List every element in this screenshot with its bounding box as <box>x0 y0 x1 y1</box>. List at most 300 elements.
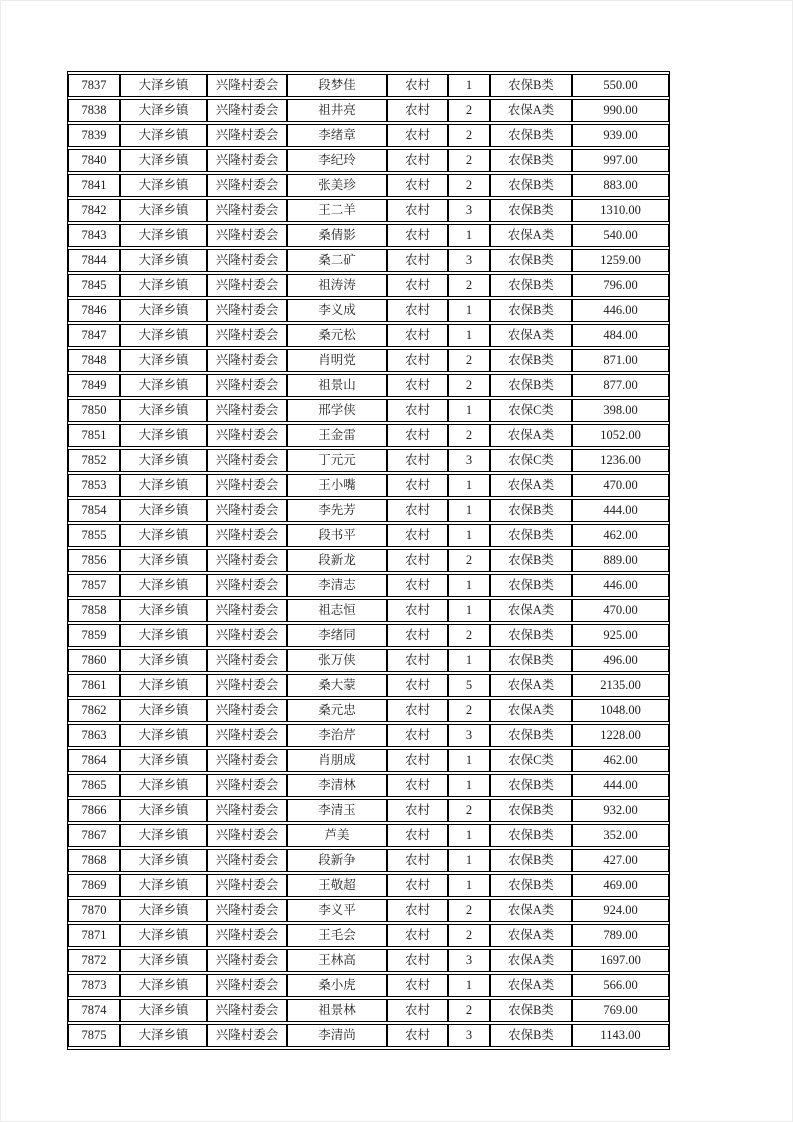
cell-person-name: 李绪章 <box>287 124 387 147</box>
cell-insurance-class: 农保B类 <box>490 174 572 197</box>
cell-township: 大泽乡镇 <box>120 449 207 472</box>
cell-amount: 462.00 <box>572 524 669 547</box>
cell-amount: 1697.00 <box>572 949 669 972</box>
table-row <box>68 899 669 922</box>
cell-township: 大泽乡镇 <box>120 999 207 1022</box>
cell-village-committee: 兴隆村委会 <box>207 449 287 472</box>
cell-township: 大泽乡镇 <box>120 849 207 872</box>
table-row <box>68 1024 669 1047</box>
cell-insurance-class: 农保A类 <box>490 899 572 922</box>
cell-person-count: 1 <box>448 774 490 797</box>
cell-township: 大泽乡镇 <box>120 799 207 822</box>
cell-person-name: 肖朋成 <box>287 749 387 772</box>
cell-township: 大泽乡镇 <box>120 74 207 97</box>
cell-record-id: 7851 <box>68 424 120 447</box>
table-row <box>68 149 669 172</box>
cell-township: 大泽乡镇 <box>120 824 207 847</box>
table-row <box>68 224 669 247</box>
cell-record-id: 7864 <box>68 749 120 772</box>
cell-insurance-class: 农保B类 <box>490 824 572 847</box>
cell-amount: 1048.00 <box>572 699 669 722</box>
cell-township: 大泽乡镇 <box>120 549 207 572</box>
table-row <box>68 199 669 222</box>
cell-insurance-class: 农保A类 <box>490 674 572 697</box>
cell-person-name: 李清志 <box>287 574 387 597</box>
cell-insurance-class: 农保A类 <box>490 599 572 622</box>
cell-person-name: 王林高 <box>287 949 387 972</box>
cell-village-committee: 兴隆村委会 <box>207 949 287 972</box>
cell-person-name: 桑二矿 <box>287 249 387 272</box>
cell-village-committee: 兴隆村委会 <box>207 524 287 547</box>
cell-record-id: 7845 <box>68 274 120 297</box>
cell-insurance-class: 农保A类 <box>490 974 572 997</box>
cell-record-id: 7854 <box>68 499 120 522</box>
cell-amount: 550.00 <box>572 74 669 97</box>
cell-person-name: 段新龙 <box>287 549 387 572</box>
cell-person-count: 2 <box>448 699 490 722</box>
cell-person-name: 桑元松 <box>287 324 387 347</box>
cell-village-committee: 兴隆村委会 <box>207 299 287 322</box>
table-row <box>68 324 669 347</box>
cell-person-name: 祖井亮 <box>287 99 387 122</box>
cell-person-count: 1 <box>448 824 490 847</box>
cell-person-name: 王二羊 <box>287 199 387 222</box>
cell-household-type: 农村 <box>387 174 448 197</box>
cell-record-id: 7848 <box>68 349 120 372</box>
cell-household-type: 农村 <box>387 624 448 647</box>
cell-household-type: 农村 <box>387 149 448 172</box>
cell-person-count: 1 <box>448 524 490 547</box>
cell-township: 大泽乡镇 <box>120 899 207 922</box>
cell-person-name: 桑大蒙 <box>287 674 387 697</box>
cell-township: 大泽乡镇 <box>120 624 207 647</box>
cell-township: 大泽乡镇 <box>120 599 207 622</box>
cell-person-name: 张美珍 <box>287 174 387 197</box>
cell-amount: 889.00 <box>572 549 669 572</box>
cell-person-name: 肖明党 <box>287 349 387 372</box>
cell-village-committee: 兴隆村委会 <box>207 899 287 922</box>
cell-person-count: 1 <box>448 499 490 522</box>
cell-amount: 1259.00 <box>572 249 669 272</box>
cell-household-type: 农村 <box>387 549 448 572</box>
cell-township: 大泽乡镇 <box>120 124 207 147</box>
cell-person-name: 李清尚 <box>287 1024 387 1047</box>
cell-amount: 1143.00 <box>572 1024 669 1047</box>
cell-person-name: 王敬超 <box>287 874 387 897</box>
cell-person-count: 2 <box>448 124 490 147</box>
cell-person-name: 桑元忠 <box>287 699 387 722</box>
table-row <box>68 999 669 1022</box>
cell-township: 大泽乡镇 <box>120 199 207 222</box>
cell-record-id: 7840 <box>68 149 120 172</box>
cell-amount: 932.00 <box>572 799 669 822</box>
table-row <box>68 624 669 647</box>
table-row <box>68 74 669 97</box>
cell-township: 大泽乡镇 <box>120 399 207 422</box>
cell-insurance-class: 农保A类 <box>490 424 572 447</box>
cell-village-committee: 兴隆村委会 <box>207 724 287 747</box>
cell-insurance-class: 农保A类 <box>490 224 572 247</box>
table-row <box>68 649 669 672</box>
cell-record-id: 7846 <box>68 299 120 322</box>
table-row <box>68 124 669 147</box>
cell-household-type: 农村 <box>387 74 448 97</box>
cell-household-type: 农村 <box>387 974 448 997</box>
cell-person-name: 邢学侠 <box>287 399 387 422</box>
cell-village-committee: 兴隆村委会 <box>207 374 287 397</box>
table-row <box>68 524 669 547</box>
cell-record-id: 7841 <box>68 174 120 197</box>
cell-township: 大泽乡镇 <box>120 974 207 997</box>
cell-person-name: 李先芳 <box>287 499 387 522</box>
cell-record-id: 7857 <box>68 574 120 597</box>
cell-person-count: 1 <box>448 849 490 872</box>
cell-insurance-class: 农保B类 <box>490 199 572 222</box>
cell-township: 大泽乡镇 <box>120 99 207 122</box>
cell-household-type: 农村 <box>387 99 448 122</box>
table-row <box>68 399 669 422</box>
cell-person-name: 李清玉 <box>287 799 387 822</box>
cell-village-committee: 兴隆村委会 <box>207 399 287 422</box>
cell-record-id: 7847 <box>68 324 120 347</box>
cell-insurance-class: 农保B类 <box>490 124 572 147</box>
cell-insurance-class: 农保B类 <box>490 249 572 272</box>
cell-household-type: 农村 <box>387 274 448 297</box>
cell-household-type: 农村 <box>387 124 448 147</box>
cell-record-id: 7865 <box>68 774 120 797</box>
cell-household-type: 农村 <box>387 849 448 872</box>
table-row <box>68 274 669 297</box>
cell-insurance-class: 农保B类 <box>490 799 572 822</box>
table-row <box>68 249 669 272</box>
cell-township: 大泽乡镇 <box>120 524 207 547</box>
cell-amount: 769.00 <box>572 999 669 1022</box>
table-row <box>68 599 669 622</box>
cell-amount: 540.00 <box>572 224 669 247</box>
cell-household-type: 农村 <box>387 424 448 447</box>
cell-township: 大泽乡镇 <box>120 674 207 697</box>
cell-village-committee: 兴隆村委会 <box>207 1024 287 1047</box>
cell-insurance-class: 农保B类 <box>490 774 572 797</box>
cell-township: 大泽乡镇 <box>120 574 207 597</box>
cell-village-committee: 兴隆村委会 <box>207 149 287 172</box>
cell-person-name: 李义成 <box>287 299 387 322</box>
cell-insurance-class: 农保B类 <box>490 549 572 572</box>
cell-amount: 566.00 <box>572 974 669 997</box>
cell-township: 大泽乡镇 <box>120 324 207 347</box>
cell-person-count: 3 <box>448 1024 490 1047</box>
cell-person-count: 1 <box>448 974 490 997</box>
cell-record-id: 7849 <box>68 374 120 397</box>
cell-household-type: 农村 <box>387 574 448 597</box>
cell-person-count: 1 <box>448 874 490 897</box>
cell-village-committee: 兴隆村委会 <box>207 774 287 797</box>
cell-record-id: 7866 <box>68 799 120 822</box>
cell-person-name: 段新争 <box>287 849 387 872</box>
cell-village-committee: 兴隆村委会 <box>207 349 287 372</box>
table-row <box>68 499 669 522</box>
cell-township: 大泽乡镇 <box>120 724 207 747</box>
cell-insurance-class: 农保A类 <box>490 324 572 347</box>
cell-person-name: 祖景林 <box>287 999 387 1022</box>
cell-township: 大泽乡镇 <box>120 649 207 672</box>
cell-township: 大泽乡镇 <box>120 274 207 297</box>
cell-household-type: 农村 <box>387 199 448 222</box>
cell-record-id: 7871 <box>68 924 120 947</box>
cell-person-name: 王金雷 <box>287 424 387 447</box>
cell-village-committee: 兴隆村委会 <box>207 799 287 822</box>
cell-person-count: 2 <box>448 799 490 822</box>
cell-insurance-class: 农保B类 <box>490 74 572 97</box>
records-table <box>67 71 670 1050</box>
cell-person-count: 5 <box>448 674 490 697</box>
cell-household-type: 农村 <box>387 449 448 472</box>
cell-record-id: 7839 <box>68 124 120 147</box>
cell-amount: 398.00 <box>572 399 669 422</box>
cell-village-committee: 兴隆村委会 <box>207 849 287 872</box>
cell-amount: 877.00 <box>572 374 669 397</box>
cell-household-type: 农村 <box>387 349 448 372</box>
cell-insurance-class: 农保B类 <box>490 299 572 322</box>
cell-record-id: 7860 <box>68 649 120 672</box>
cell-village-committee: 兴隆村委会 <box>207 924 287 947</box>
cell-township: 大泽乡镇 <box>120 349 207 372</box>
cell-person-count: 3 <box>448 724 490 747</box>
cell-insurance-class: 农保A类 <box>490 474 572 497</box>
cell-household-type: 农村 <box>387 999 448 1022</box>
cell-record-id: 7859 <box>68 624 120 647</box>
cell-person-count: 1 <box>448 224 490 247</box>
cell-household-type: 农村 <box>387 649 448 672</box>
cell-township: 大泽乡镇 <box>120 174 207 197</box>
cell-record-id: 7842 <box>68 199 120 222</box>
cell-household-type: 农村 <box>387 674 448 697</box>
cell-amount: 352.00 <box>572 824 669 847</box>
cell-insurance-class: 农保A类 <box>490 699 572 722</box>
cell-village-committee: 兴隆村委会 <box>207 999 287 1022</box>
cell-person-name: 李清林 <box>287 774 387 797</box>
cell-household-type: 农村 <box>387 824 448 847</box>
cell-household-type: 农村 <box>387 474 448 497</box>
cell-village-committee: 兴隆村委会 <box>207 749 287 772</box>
table-row <box>68 949 669 972</box>
cell-person-count: 2 <box>448 999 490 1022</box>
cell-person-count: 1 <box>448 399 490 422</box>
cell-record-id: 7862 <box>68 699 120 722</box>
cell-township: 大泽乡镇 <box>120 149 207 172</box>
table-row <box>68 549 669 572</box>
cell-insurance-class: 农保A类 <box>490 99 572 122</box>
cell-village-committee: 兴隆村委会 <box>207 224 287 247</box>
cell-township: 大泽乡镇 <box>120 224 207 247</box>
cell-insurance-class: 农保B类 <box>490 499 572 522</box>
cell-household-type: 农村 <box>387 1024 448 1047</box>
cell-village-committee: 兴隆村委会 <box>207 249 287 272</box>
cell-record-id: 7844 <box>68 249 120 272</box>
table-row <box>68 474 669 497</box>
cell-township: 大泽乡镇 <box>120 299 207 322</box>
table-row <box>68 924 669 947</box>
cell-insurance-class: 农保B类 <box>490 1024 572 1047</box>
cell-insurance-class: 农保B类 <box>490 349 572 372</box>
cell-record-id: 7856 <box>68 549 120 572</box>
cell-village-committee: 兴隆村委会 <box>207 74 287 97</box>
cell-insurance-class: 农保C类 <box>490 449 572 472</box>
cell-amount: 462.00 <box>572 749 669 772</box>
cell-person-count: 2 <box>448 174 490 197</box>
cell-household-type: 农村 <box>387 324 448 347</box>
cell-household-type: 农村 <box>387 949 448 972</box>
table-row <box>68 299 669 322</box>
cell-amount: 444.00 <box>572 499 669 522</box>
cell-insurance-class: 农保B类 <box>490 999 572 1022</box>
cell-insurance-class: 农保B类 <box>490 849 572 872</box>
cell-insurance-class: 农保C类 <box>490 399 572 422</box>
cell-person-name: 芦美 <box>287 824 387 847</box>
table-row <box>68 874 669 897</box>
cell-township: 大泽乡镇 <box>120 374 207 397</box>
cell-amount: 796.00 <box>572 274 669 297</box>
cell-amount: 469.00 <box>572 874 669 897</box>
cell-township: 大泽乡镇 <box>120 249 207 272</box>
cell-person-name: 李治芹 <box>287 724 387 747</box>
cell-person-count: 1 <box>448 324 490 347</box>
cell-amount: 1310.00 <box>572 199 669 222</box>
cell-person-count: 2 <box>448 424 490 447</box>
cell-amount: 484.00 <box>572 324 669 347</box>
cell-person-count: 2 <box>448 624 490 647</box>
cell-record-id: 7868 <box>68 849 120 872</box>
cell-household-type: 农村 <box>387 399 448 422</box>
cell-amount: 470.00 <box>572 599 669 622</box>
cell-village-committee: 兴隆村委会 <box>207 974 287 997</box>
cell-household-type: 农村 <box>387 374 448 397</box>
cell-amount: 2135.00 <box>572 674 669 697</box>
cell-person-count: 2 <box>448 99 490 122</box>
cell-village-committee: 兴隆村委会 <box>207 874 287 897</box>
cell-township: 大泽乡镇 <box>120 749 207 772</box>
cell-household-type: 农村 <box>387 774 448 797</box>
cell-household-type: 农村 <box>387 599 448 622</box>
cell-amount: 939.00 <box>572 124 669 147</box>
cell-amount: 871.00 <box>572 349 669 372</box>
cell-village-committee: 兴隆村委会 <box>207 674 287 697</box>
cell-record-id: 7850 <box>68 399 120 422</box>
cell-village-committee: 兴隆村委会 <box>207 424 287 447</box>
cell-record-id: 7867 <box>68 824 120 847</box>
table-row <box>68 849 669 872</box>
cell-person-name: 王小嘴 <box>287 474 387 497</box>
cell-village-committee: 兴隆村委会 <box>207 474 287 497</box>
table-row <box>68 449 669 472</box>
cell-amount: 1228.00 <box>572 724 669 747</box>
cell-household-type: 农村 <box>387 749 448 772</box>
cell-record-id: 7838 <box>68 99 120 122</box>
records-table-body <box>68 74 669 1047</box>
cell-person-name: 祖涛涛 <box>287 274 387 297</box>
cell-record-id: 7863 <box>68 724 120 747</box>
table-row <box>68 724 669 747</box>
cell-record-id: 7861 <box>68 674 120 697</box>
table-row <box>68 374 669 397</box>
cell-person-name: 祖志恒 <box>287 599 387 622</box>
cell-person-name: 段梦佳 <box>287 74 387 97</box>
cell-record-id: 7869 <box>68 874 120 897</box>
cell-household-type: 农村 <box>387 224 448 247</box>
cell-person-count: 1 <box>448 74 490 97</box>
cell-amount: 444.00 <box>572 774 669 797</box>
cell-village-committee: 兴隆村委会 <box>207 649 287 672</box>
cell-insurance-class: 农保B类 <box>490 624 572 647</box>
cell-person-count: 1 <box>448 299 490 322</box>
cell-insurance-class: 农保B类 <box>490 149 572 172</box>
cell-person-count: 2 <box>448 274 490 297</box>
cell-person-count: 1 <box>448 599 490 622</box>
cell-person-count: 2 <box>448 924 490 947</box>
cell-insurance-class: 农保B类 <box>490 649 572 672</box>
cell-person-name: 桑小虎 <box>287 974 387 997</box>
cell-amount: 446.00 <box>572 574 669 597</box>
cell-village-committee: 兴隆村委会 <box>207 124 287 147</box>
records-table-container <box>67 71 670 1050</box>
cell-amount: 1052.00 <box>572 424 669 447</box>
cell-village-committee: 兴隆村委会 <box>207 599 287 622</box>
table-row <box>68 799 669 822</box>
cell-person-name: 王毛会 <box>287 924 387 947</box>
cell-record-id: 7875 <box>68 1024 120 1047</box>
cell-township: 大泽乡镇 <box>120 874 207 897</box>
cell-village-committee: 兴隆村委会 <box>207 499 287 522</box>
cell-person-count: 3 <box>448 949 490 972</box>
cell-record-id: 7873 <box>68 974 120 997</box>
cell-person-name: 祖景山 <box>287 374 387 397</box>
table-row <box>68 349 669 372</box>
cell-person-count: 1 <box>448 574 490 597</box>
cell-township: 大泽乡镇 <box>120 699 207 722</box>
cell-person-count: 2 <box>448 549 490 572</box>
cell-amount: 427.00 <box>572 849 669 872</box>
cell-person-name: 段书平 <box>287 524 387 547</box>
cell-amount: 496.00 <box>572 649 669 672</box>
cell-amount: 789.00 <box>572 924 669 947</box>
cell-household-type: 农村 <box>387 499 448 522</box>
cell-person-count: 2 <box>448 349 490 372</box>
cell-record-id: 7837 <box>68 74 120 97</box>
cell-record-id: 7843 <box>68 224 120 247</box>
cell-village-committee: 兴隆村委会 <box>207 324 287 347</box>
cell-record-id: 7874 <box>68 999 120 1022</box>
cell-record-id: 7855 <box>68 524 120 547</box>
cell-village-committee: 兴隆村委会 <box>207 549 287 572</box>
cell-township: 大泽乡镇 <box>120 949 207 972</box>
cell-township: 大泽乡镇 <box>120 924 207 947</box>
cell-person-name: 李绪同 <box>287 624 387 647</box>
cell-record-id: 7852 <box>68 449 120 472</box>
cell-amount: 446.00 <box>572 299 669 322</box>
cell-household-type: 农村 <box>387 924 448 947</box>
table-row <box>68 824 669 847</box>
cell-insurance-class: 农保B类 <box>490 274 572 297</box>
cell-insurance-class: 农保B类 <box>490 874 572 897</box>
cell-amount: 997.00 <box>572 149 669 172</box>
cell-village-committee: 兴隆村委会 <box>207 574 287 597</box>
cell-village-committee: 兴隆村委会 <box>207 824 287 847</box>
cell-household-type: 农村 <box>387 524 448 547</box>
cell-village-committee: 兴隆村委会 <box>207 174 287 197</box>
cell-township: 大泽乡镇 <box>120 774 207 797</box>
cell-person-count: 1 <box>448 474 490 497</box>
cell-village-committee: 兴隆村委会 <box>207 99 287 122</box>
